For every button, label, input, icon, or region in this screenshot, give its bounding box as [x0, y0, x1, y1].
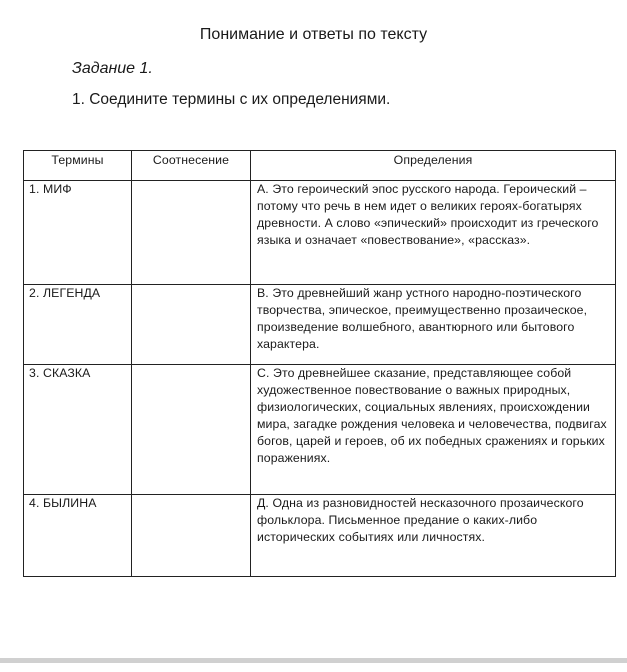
- match-cell[interactable]: [132, 181, 251, 285]
- definition-text: Это героический эпос русского народа. Героический – потому что речь в нем идет о великих героях-богатырях древности. А слово «эпический» происходит из греческого языка и означает «повествование», «рассказ».: [257, 182, 599, 247]
- definition-text: Это древнейший жанр устного народно-поэтического творчества, эпическое, преимущественно прозаическое, произведение волшебного, авантюрного или бытового характера.: [257, 286, 588, 351]
- definition-letter: Д.: [257, 496, 269, 510]
- match-cell[interactable]: [132, 365, 251, 495]
- column-header-terms: Термины: [24, 151, 132, 181]
- bottom-divider: [0, 658, 627, 663]
- definition-cell: [251, 181, 616, 285]
- table-header-row: [24, 151, 616, 181]
- column-header-definitions: Определения: [251, 151, 616, 181]
- term-cell: 3. СКАЗКА: [24, 365, 132, 495]
- table-row: [24, 495, 616, 577]
- definition-letter: В.: [257, 286, 269, 300]
- column-header-match: Соотнесение: [132, 151, 251, 181]
- match-cell[interactable]: [132, 495, 251, 577]
- page-bottom-edge: [0, 650, 627, 672]
- table-row: [24, 181, 616, 285]
- term-cell: 1. МИФ: [24, 181, 132, 285]
- definition-text: Одна из разновидностей несказочного прозаического фольклора. Письменное предание о каких-либо исторических событиях или личностях.: [257, 496, 584, 544]
- definition-cell: [251, 365, 616, 495]
- page-title: Понимание и ответы по тексту: [199, 26, 428, 43]
- match-cell[interactable]: [132, 285, 251, 365]
- table-row: [24, 285, 616, 365]
- term-cell: 4. БЫЛИНА: [24, 495, 132, 577]
- definition-letter: А.: [257, 182, 269, 196]
- definition-letter: С.: [257, 366, 270, 380]
- matching-table: [23, 150, 616, 577]
- task-instruction: 1. Соедините термины с их определениями.: [72, 91, 391, 108]
- definition-text: Это древнейшее сказание, представляющее собой художественное повествование о важных природных, физиологических, социальных явлениях, происхождении мира, загадке рождения человека и человечества, подвигах богов, царей и героев, об их победных сражениях и горьких поражениях.: [257, 366, 607, 465]
- term-cell: 2. ЛЕГЕНДА: [24, 285, 132, 365]
- task-label: Задание 1.: [72, 60, 153, 77]
- table-row: [24, 365, 616, 495]
- definition-cell: [251, 495, 616, 577]
- definition-cell: [251, 285, 616, 365]
